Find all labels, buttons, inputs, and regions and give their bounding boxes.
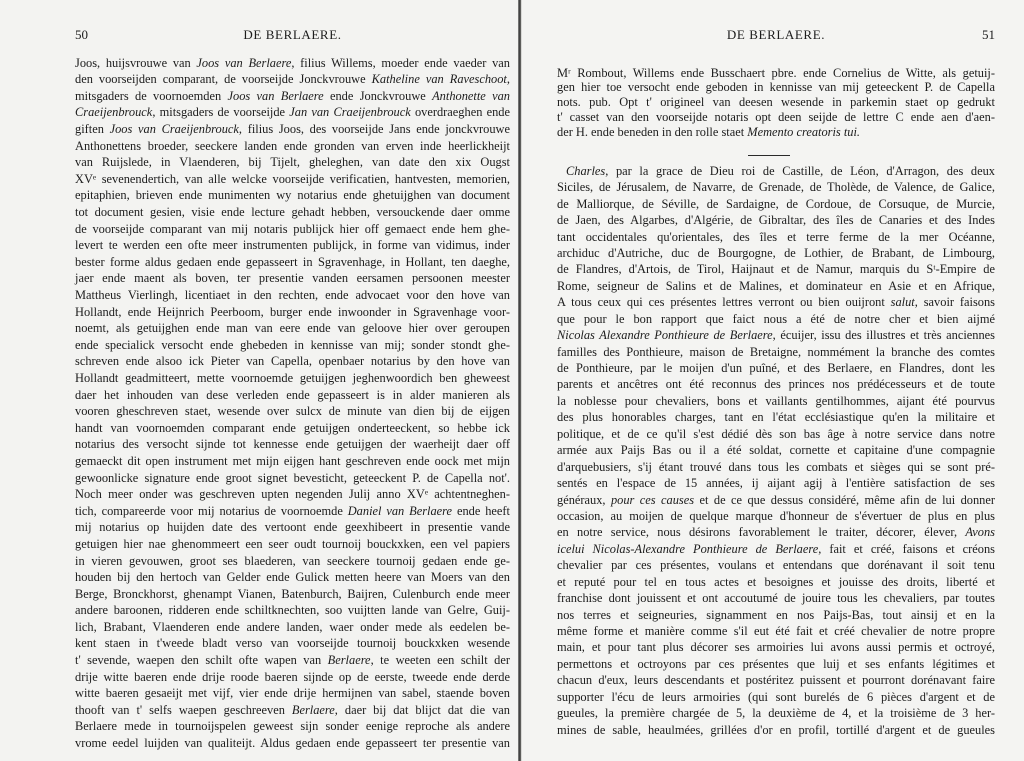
text-line-content bbox=[75, 55, 510, 72]
text-segment: de Flandres, d'Artois, de Tirol, Haijnaut et de Namur, marquis du Sᵗ-Empire de bbox=[557, 262, 995, 277]
text-segment: den voorseijden comparant, de voorseijde Jonckvrouwe bbox=[75, 72, 372, 87]
text-line-content bbox=[557, 360, 995, 376]
text-segment: thooft van t' selfs waepen geschreeven bbox=[75, 702, 292, 717]
text-segment: Anthonettens broeder, seeckere landen ende gronden van erven inde heerlickheijt bbox=[75, 138, 510, 153]
text-line bbox=[75, 71, 510, 88]
text-segment: ende heeft bbox=[452, 503, 510, 518]
text-line bbox=[557, 590, 995, 606]
text-line-content bbox=[75, 519, 510, 536]
text-line bbox=[557, 639, 995, 655]
text-line-content bbox=[75, 138, 510, 155]
text-line-content bbox=[75, 88, 510, 105]
text-line bbox=[557, 672, 995, 688]
text-line-content bbox=[557, 475, 995, 491]
italic-segment: Memento creatoris tui. bbox=[747, 124, 861, 139]
text-line-content bbox=[75, 270, 510, 287]
text-segment: franchise dont jouissent et ont accoutumé de jouire tous les chevaliers, par toutes bbox=[557, 591, 995, 606]
italic-segment: Berlaere bbox=[327, 653, 371, 668]
text-line bbox=[75, 237, 510, 254]
text-line bbox=[557, 327, 995, 343]
text-line bbox=[75, 635, 510, 652]
text-line bbox=[75, 187, 510, 204]
text-line-content bbox=[557, 261, 995, 277]
text-line-content bbox=[75, 586, 510, 603]
running-head: DE BERLAERE. bbox=[243, 27, 342, 42]
text-segment: andere baroonen, ridderen ende schiltknechten, soo vuijtten lande van Gelre, Guij- bbox=[75, 603, 510, 618]
text-line-content bbox=[557, 311, 995, 327]
text-line-content bbox=[75, 403, 510, 420]
text-line bbox=[75, 88, 510, 105]
text-segment: mitsgaders de voornoemden bbox=[75, 88, 228, 103]
text-segment: notarius des versocht sijnde tot kennesse ende getuijgen der waerheijt daer off bbox=[75, 437, 510, 452]
text-line-content bbox=[75, 187, 510, 204]
italic-segment: Berlaere bbox=[291, 702, 335, 717]
text-line-content bbox=[75, 503, 510, 520]
text-line-content bbox=[75, 104, 510, 121]
text-line-content bbox=[75, 569, 510, 586]
text-line-content bbox=[75, 735, 510, 752]
text-segment: A tous ceux qui ces présentes lettres verront ou bien ouijront bbox=[557, 295, 891, 310]
text-line bbox=[557, 125, 995, 140]
text-line bbox=[75, 602, 510, 619]
text-segment: de Jaen, des Algarbes, d'Algérie, de Gibraltar, des îles de Canaries et des Indes bbox=[557, 213, 995, 228]
text-line bbox=[75, 470, 510, 487]
text-line bbox=[75, 652, 510, 669]
text-line bbox=[75, 569, 510, 586]
text-segment: parents et ancêtres ont été reconnus des princes nos prédécesseurs et de toute bbox=[557, 377, 995, 392]
text-line-content bbox=[557, 541, 995, 557]
italic-segment: Joos van Craeijenbrouck bbox=[109, 122, 239, 137]
italic-segment: Jan van Craeijenbrouck bbox=[289, 105, 411, 120]
text-segment: giften bbox=[75, 122, 110, 137]
text-segment: in vieren gevouwen, groot ses blaederen, van seeckere tournoij gedaen ende ge- bbox=[75, 553, 510, 568]
text-segment: jaer ende maent als boven, ter presentie vanden eersamen persoonen meester bbox=[75, 271, 510, 286]
text-line-content bbox=[557, 672, 995, 688]
text-line-content bbox=[75, 685, 510, 702]
text-segment: bester forme aldus gedaen ende gepasseert in Sgravenhage, in Hollant, ten daeghe, bbox=[75, 254, 510, 269]
text-line-content bbox=[75, 370, 510, 387]
text-line bbox=[557, 196, 995, 212]
text-line-content bbox=[557, 110, 995, 125]
text-line-content bbox=[557, 508, 995, 524]
italic-segment: Joos van Berlaere bbox=[227, 88, 324, 103]
text-line bbox=[75, 154, 510, 171]
text-line-content bbox=[75, 602, 510, 619]
text-segment: chevalier par ces présentes, voulans et entendans que dorénavant il soit tenu bbox=[557, 558, 995, 573]
text-segment: epitaphien, brieven ende munimenten wy notarius ende ghetuijghen van document bbox=[75, 188, 510, 203]
text-line bbox=[557, 393, 995, 409]
text-line bbox=[557, 229, 995, 245]
italic-segment: Anthonette van bbox=[432, 88, 511, 103]
text-line-content bbox=[75, 121, 510, 138]
text-line-content bbox=[75, 287, 510, 304]
text-line bbox=[557, 623, 995, 639]
text-line bbox=[75, 353, 510, 370]
italic-segment: Katheline van Raveschoot bbox=[371, 72, 507, 87]
text-segment: Hollandt geadmitteert, mette voornoemde getuijgen jeghenwoordich ben gheweest bbox=[75, 370, 510, 385]
text-line bbox=[75, 718, 510, 735]
left-text-column bbox=[75, 55, 510, 752]
text-line-content bbox=[75, 553, 510, 570]
text-line-content bbox=[557, 376, 995, 392]
text-line-content bbox=[557, 590, 995, 606]
text-segment: Berge, Bronckhorst, ghenampt Vianen, Batenburch, Baijren, Culenburch ende meer bbox=[75, 586, 510, 601]
text-line-content bbox=[557, 705, 995, 721]
text-segment: van Ruijslede, in Vlaenderen, bij Tijelt, gheleghen, van date den xix Ougst bbox=[75, 155, 510, 170]
text-line-content bbox=[75, 718, 510, 735]
text-segment: archiduc d'Autriche, duc de Bourgogne, de Lothier, de Brabant, de Limbourg, bbox=[557, 245, 995, 260]
text-line bbox=[557, 278, 995, 294]
text-line-content bbox=[557, 426, 995, 442]
text-segment: witte baeren gesaeijt met vijf, vier ende drije hermijnen van sabel, staende boven bbox=[75, 686, 510, 701]
text-line-content bbox=[75, 204, 510, 221]
text-line-content bbox=[557, 524, 995, 540]
page-number: 51 bbox=[982, 27, 995, 42]
text-line-content bbox=[75, 387, 510, 404]
page-number: 50 bbox=[75, 27, 88, 42]
text-segment: en notre service, nous désirons favorablement le traiter, décorer, élever, bbox=[557, 525, 966, 540]
text-line bbox=[557, 294, 995, 310]
text-segment: tich, compareerde voor mij notarius de voornoemde bbox=[75, 503, 348, 518]
text-segment: , écuijer, issu des illustres et très anciennes bbox=[772, 328, 995, 343]
italic-segment: icelui Nicolas-Alexandre Ponthieure de Berlaere bbox=[557, 541, 819, 556]
text-line bbox=[557, 110, 995, 125]
text-line bbox=[557, 607, 995, 623]
text-line bbox=[75, 420, 510, 437]
text-line-content bbox=[75, 635, 510, 652]
text-segment: handt van voornoemden comparant ende getuijgen onderteeckent, so hebbe ick bbox=[75, 420, 510, 435]
text-line bbox=[557, 179, 995, 195]
text-line bbox=[557, 492, 995, 508]
text-line bbox=[75, 735, 510, 752]
text-line-content bbox=[557, 557, 995, 573]
text-line-content bbox=[75, 619, 510, 636]
text-line bbox=[557, 376, 995, 392]
text-line-content bbox=[557, 179, 995, 195]
text-line-content bbox=[557, 125, 860, 140]
text-line-content bbox=[557, 229, 995, 245]
text-line-content bbox=[75, 420, 510, 437]
text-line-content bbox=[557, 66, 995, 81]
text-segment: t' casset van den voorseijde notaris opt deen seijde de lettre C ende aen d'aen- bbox=[557, 109, 995, 124]
text-segment: , daer bij dat blijct dat die van bbox=[334, 702, 510, 717]
text-line bbox=[557, 344, 995, 360]
text-line bbox=[75, 121, 510, 138]
text-segment: Mʳ Rombout, Willems ende Busschaert pbre. ende Cornelius de Witte, als getuij- bbox=[557, 65, 995, 80]
text-line-content bbox=[75, 669, 510, 686]
text-segment: Noch meer onder was geschreven upten negenden Julij anno XVᵉ achtentneghen- bbox=[75, 487, 510, 502]
text-line-content bbox=[75, 254, 510, 271]
text-line bbox=[557, 574, 995, 590]
text-segment: , fait et créé, faisons et créons bbox=[818, 541, 995, 556]
text-line bbox=[75, 685, 510, 702]
text-segment: , filius Willems, moeder ende vaeder van bbox=[291, 55, 510, 70]
text-segment: d'arquebusiers, s'ij étant trouvé dans tous les combats et sièges qui se sont pré- bbox=[557, 459, 995, 474]
text-segment: de voorseijde comparant van mij notaris publijck hier off gemaect ende hem ghe- bbox=[75, 221, 510, 236]
text-segment: supporter l'écu de leurs armoiries (qui sont burelés de 6 pièces d'argent et de bbox=[557, 689, 995, 704]
text-line bbox=[75, 553, 510, 570]
italic-segment: Joos van Berlaere bbox=[196, 55, 292, 70]
text-line bbox=[557, 245, 995, 261]
text-segment: getuigen hier nae ghenommeert een seer oudt tournoij bouckxken, een vel papiers bbox=[75, 536, 510, 551]
text-line-content bbox=[557, 492, 995, 508]
text-line bbox=[75, 486, 510, 503]
text-line bbox=[557, 163, 995, 179]
text-line bbox=[557, 66, 995, 81]
text-line bbox=[557, 475, 995, 491]
text-segment: tot document gesien, visie ende lecture gehadt hebben, versouckende daer omme bbox=[75, 205, 510, 220]
text-line-content bbox=[75, 536, 510, 553]
text-line bbox=[557, 442, 995, 458]
text-line-content bbox=[557, 196, 995, 212]
text-line bbox=[75, 370, 510, 387]
text-segment: des plus honorables charges, tant en l'état ecclésiastique qu'en la militaire et bbox=[557, 410, 995, 425]
text-line bbox=[75, 221, 510, 238]
text-segment: politique, et de ce qu'il s'est dédié dès son bas âge à notre service dans notre bbox=[557, 426, 995, 441]
text-line bbox=[557, 656, 995, 672]
text-segment: de Malliorque, de Séville, de Sardaigne, de Cordoue, de Corsuque, de Murcie, bbox=[557, 196, 995, 211]
text-line bbox=[75, 171, 510, 188]
text-segment: daer het inhouden van dese verleden ende gepasseert is in alder manieren als bbox=[75, 387, 510, 402]
text-line-content bbox=[75, 436, 510, 453]
text-line-content bbox=[75, 652, 510, 669]
text-line-content bbox=[75, 304, 510, 321]
text-line bbox=[557, 212, 995, 228]
text-line bbox=[557, 524, 995, 540]
text-line bbox=[75, 669, 510, 686]
text-line-content bbox=[557, 722, 995, 738]
text-line-content bbox=[557, 95, 995, 110]
text-line-content bbox=[557, 278, 995, 294]
text-segment: , mitsgaders de voorseijde bbox=[152, 105, 290, 120]
text-line bbox=[557, 459, 995, 475]
text-segment: Rome, seigneur de Salins et de Malines, et dominateur en Asie et en Afrique, bbox=[557, 278, 995, 293]
text-line bbox=[557, 508, 995, 524]
text-segment: vrome eedel luijden van qualiteijt. Aldus gedaen ende gepasseert ter presentie van bbox=[75, 736, 510, 751]
text-segment: schreven ende alsoo ick Pieter van Capella, openbaer notarius by den hove van bbox=[75, 354, 510, 369]
text-segment: armée aux Paijs Bas ou il a été soldat, cornette et capitaine d'une compagnie bbox=[557, 443, 995, 458]
text-line-content bbox=[557, 442, 995, 458]
running-head: DE BERLAERE. bbox=[726, 27, 826, 42]
text-segment: , par la grace de Dieu roi de Castille, de Léon, d'Arragon, des deux bbox=[605, 163, 995, 178]
text-line bbox=[557, 409, 995, 425]
text-segment: der H. ende beneden in den rolle staet bbox=[557, 124, 748, 139]
text-line-content bbox=[557, 409, 995, 425]
text-line bbox=[75, 503, 510, 520]
text-segment: gewoonlicke signature ende groot signet bevesticht, geteeckent P. de Capella not'. bbox=[75, 470, 510, 485]
text-line-content bbox=[566, 163, 995, 179]
text-line bbox=[75, 436, 510, 453]
text-line bbox=[75, 304, 510, 321]
text-line-content bbox=[75, 71, 510, 88]
text-line bbox=[75, 287, 510, 304]
text-segment: nots. pub. Opt t' origineel van deesen wesende in parkemin staet op gedrukt bbox=[557, 95, 995, 110]
text-line-content bbox=[557, 574, 995, 590]
text-line bbox=[75, 586, 510, 603]
text-segment: que pour le bon rapport que faict nous a été de notre cher et bien aijmé bbox=[557, 311, 995, 326]
right-text-paragraph-2 bbox=[557, 163, 995, 738]
text-segment: noemt, als getuijghen ende man van eere ende van geloove hier over geroupen bbox=[75, 321, 510, 336]
text-segment: Siciles, de Jérusalem, de Navarre, de Grenade, de Tholède, de Valence, de Galice, bbox=[557, 180, 995, 195]
text-line bbox=[75, 519, 510, 536]
text-line bbox=[75, 702, 510, 719]
text-segment: kent staen in t'weede bladt verso van voorseijde tournoij bouckxken wesende bbox=[75, 636, 510, 651]
text-line-content bbox=[75, 470, 510, 487]
right-page bbox=[522, 0, 1024, 761]
text-line bbox=[75, 536, 510, 553]
text-line bbox=[75, 387, 510, 404]
text-segment: Hollandt, ende Heijnrich Peerboom, burger ende inwoonder in Sgravenhage voor- bbox=[75, 304, 510, 319]
text-segment: , te weeten een schilt der bbox=[370, 653, 510, 668]
italic-segment: Daniel van Berlaere bbox=[347, 503, 453, 518]
text-line-content bbox=[557, 212, 995, 228]
text-line-content bbox=[557, 607, 995, 623]
text-segment: occasion, au moijen de quelque marque d'honneur de s'évertuer de plus en plus bbox=[557, 508, 995, 523]
text-line bbox=[75, 55, 510, 72]
text-line bbox=[557, 426, 995, 442]
text-line bbox=[75, 337, 510, 354]
text-line-content bbox=[75, 453, 510, 470]
text-segment: overdraeghen ende bbox=[410, 105, 510, 120]
text-line-content bbox=[557, 344, 995, 360]
text-segment: XVᵉ sevenendertich, van alle welcke voorseijde verificatien, hantvesten, memorien, bbox=[75, 171, 510, 186]
text-segment: , savoir faisons bbox=[914, 295, 995, 310]
text-line-content bbox=[557, 327, 995, 343]
text-segment: levert te werden een ofte meer instrumenten publijck, in forme van vidimus, inder bbox=[75, 238, 510, 253]
text-line-content bbox=[557, 294, 995, 310]
text-segment: mij notarius op huijden date des vertoont ende geexhibeert in presentie vande bbox=[75, 520, 510, 535]
text-line-content bbox=[75, 320, 510, 337]
text-segment: gemaeckt dit open instrument met mijn eijgen hant geschreven ende oock met mijn bbox=[75, 453, 510, 468]
text-line-content bbox=[75, 353, 510, 370]
text-segment: ende Jonckvrouwe bbox=[323, 88, 433, 103]
text-line-content bbox=[557, 656, 995, 672]
text-line bbox=[557, 360, 995, 376]
text-segment: Mattheus Vierlingh, licentiaet in den rechten, ende advocaet voor den hove van bbox=[75, 288, 510, 302]
text-line-content bbox=[75, 221, 510, 238]
text-line bbox=[557, 541, 995, 557]
text-segment: Berlaere mede in tournoijspelen geweest sijn sonder eenige reproche als andere bbox=[75, 719, 510, 734]
text-segment: drije witte baeren ende drije roode baeren sijnde op de eerste, tweede ende derde bbox=[75, 669, 510, 684]
text-segment: gen hier toe versocht ende geboden in kennisse van mij geteeckent P. de Capella bbox=[557, 80, 995, 95]
text-line-content bbox=[557, 623, 995, 639]
text-line-content bbox=[75, 702, 510, 719]
text-line-content bbox=[75, 171, 510, 188]
text-line bbox=[75, 254, 510, 271]
text-line-content bbox=[557, 245, 995, 261]
text-segment: main, et pour tant plus décorer ses armoiries lui avons aussi permis et octroyé, bbox=[557, 640, 995, 655]
text-line-content bbox=[557, 393, 995, 409]
text-segment: Joos, huijsvrouwe van bbox=[75, 55, 197, 70]
text-line-content bbox=[75, 237, 510, 254]
text-line bbox=[557, 95, 995, 110]
text-line bbox=[75, 453, 510, 470]
text-segment: sentés en l'espace de 15 années, ij aijant agij à l'entière satisfaction de ses bbox=[557, 476, 995, 491]
text-line bbox=[75, 403, 510, 420]
text-segment: lich, Brabant, Vlaenderen ende andere landen, waer onder mede als eedelen be- bbox=[75, 619, 510, 634]
text-line bbox=[557, 689, 995, 705]
text-line bbox=[75, 619, 510, 636]
italic-segment: Nicolas Alexandre Ponthieure de Berlaere bbox=[557, 328, 773, 343]
text-segment: vooren gheschreven staet, wesende over sulcx de minute van dien bij de eijgen bbox=[75, 404, 510, 419]
text-line bbox=[75, 138, 510, 155]
text-segment: tant occidentales qu'orientales, des îles et terre ferme de la mer Océanne, bbox=[557, 229, 995, 244]
text-segment: la noblesse pour chevaliers, bons et vaillants gentilhommes, aijant été pourvus bbox=[557, 393, 995, 408]
text-line bbox=[557, 722, 995, 738]
italic-segment: Avons bbox=[965, 525, 995, 540]
text-segment: , bbox=[506, 72, 510, 87]
text-segment: généraux, bbox=[557, 492, 611, 507]
text-line-content bbox=[557, 459, 995, 475]
text-segment: , filius Joos, des voorseijde Jans ende jonckvrouwe bbox=[238, 122, 511, 137]
text-segment: familles des Ponthieure, maison de Bretaigne, nommément la branche des comtes bbox=[557, 344, 995, 359]
text-line-content bbox=[75, 337, 510, 354]
italic-segment: salut bbox=[890, 295, 915, 310]
text-segment: mines de sable, heaulmées, grillées d'or en profil, tortillé d'argent et de gueules bbox=[557, 722, 995, 737]
text-line bbox=[557, 311, 995, 327]
text-segment: ende specialick versocht ende ghebeden in kennisse van mij; sonder stondt ghe- bbox=[75, 337, 510, 352]
text-line bbox=[75, 204, 510, 221]
right-text-paragraph-1 bbox=[557, 66, 995, 140]
text-segment: et de ce que dessus considéré, même afin de lui donner bbox=[694, 492, 995, 507]
text-line bbox=[557, 705, 995, 721]
text-line-content bbox=[75, 486, 510, 503]
text-line bbox=[557, 80, 995, 95]
text-line-content bbox=[557, 80, 995, 95]
italic-segment: Craeijenbrouck bbox=[75, 105, 153, 120]
text-segment: nos terres et seigneuries, signamment en nos Paijs-Bas, tout ainsij et en la bbox=[557, 607, 995, 622]
text-segment: de Ponthieure, par le moijen d'un puîné, et des Berlaere, en Flandres, dont les bbox=[557, 361, 995, 376]
italic-segment: pour ces causes bbox=[610, 492, 695, 507]
text-line bbox=[557, 261, 995, 277]
section-divider bbox=[748, 155, 790, 156]
text-line-content bbox=[557, 639, 995, 655]
text-segment: gueules, la première chargée de 5, la deuxième de 4, et la troisième de 3 her- bbox=[557, 706, 995, 721]
text-segment: et reputé pour tel en tous actes et besoignes et jouisse des droits, liberté et bbox=[557, 574, 995, 589]
text-line bbox=[75, 104, 510, 121]
text-segment: chacun d'eux, leurs descendants et postéritez puissent et pourront dorénavant faire bbox=[557, 673, 995, 688]
text-line bbox=[557, 557, 995, 573]
text-segment: même forme et manière comme s'il eut été fait et créé chevalier de notre propre bbox=[557, 624, 995, 639]
italic-segment: Charles bbox=[566, 163, 606, 178]
text-segment: t' sevende, waepen den schilt ofte wapen van bbox=[75, 653, 328, 668]
text-line-content bbox=[75, 154, 510, 171]
text-segment: permettons et octroyons par ces présentes que luij et ses enfants légitimes et bbox=[557, 656, 995, 671]
text-segment: houden bij den hertoch van Gelder ende Gulick metten heere van Moers van den bbox=[75, 570, 510, 585]
text-line bbox=[75, 320, 510, 337]
text-line-content bbox=[557, 689, 995, 705]
text-line bbox=[75, 270, 510, 287]
